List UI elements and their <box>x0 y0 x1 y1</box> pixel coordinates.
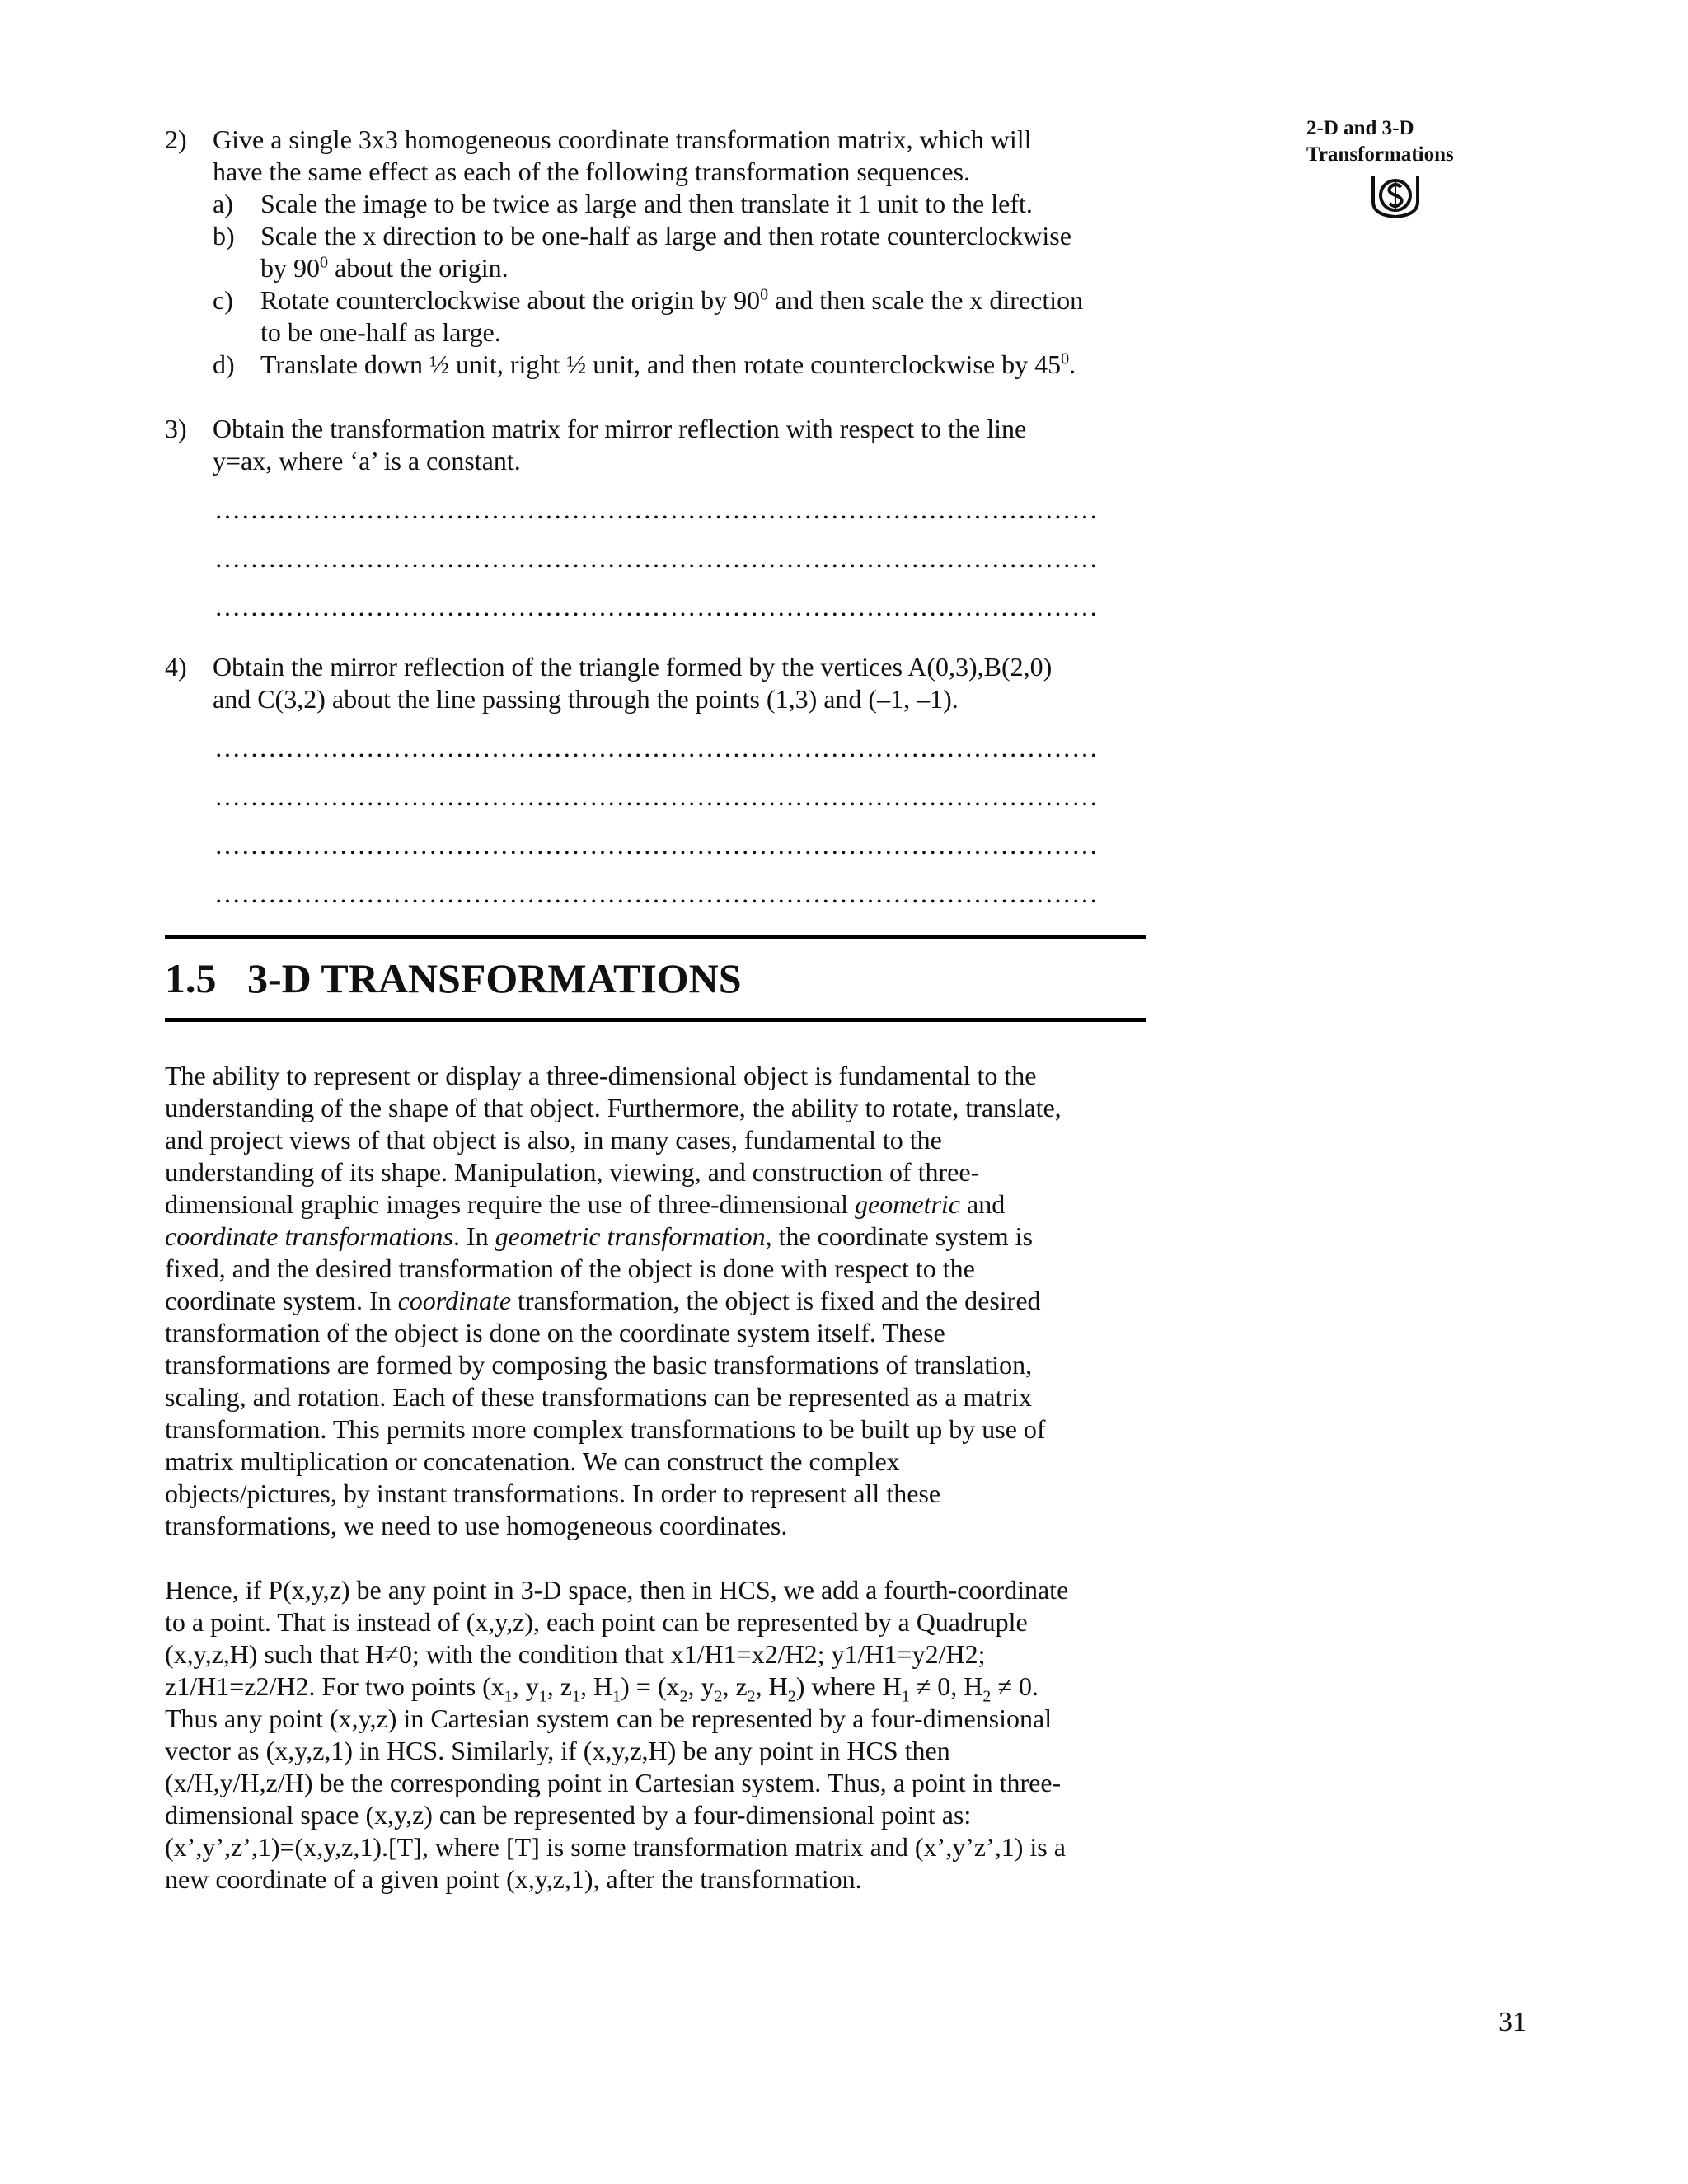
italic-text: coordinate transformations <box>165 1221 453 1251</box>
subscript: 2 <box>679 1687 688 1706</box>
text-run: and then scale the x direction <box>768 285 1084 315</box>
text-run: transformation, the object is fixed and the desired <box>511 1286 1041 1315</box>
text-line: understanding of its shape. Manipulation, viewing, and construction of three- <box>165 1157 980 1187</box>
subscript: 1 <box>901 1687 910 1706</box>
text-line: transformations are formed by composing the basic transformations of translation, <box>165 1350 1033 1380</box>
superscript: 0 <box>320 253 328 272</box>
page-number: 31 <box>1498 2007 1526 2037</box>
running-header <box>1306 115 1496 168</box>
text-run: , H <box>755 1671 788 1701</box>
text-line: vector as (x,y,z,1) in HCS. Similarly, if (x,y,z,H) be any point in HCS then <box>165 1736 950 1765</box>
sub-item-text: Scale the image to be twice as large and then translate it 1 unit to the left. <box>260 189 1033 218</box>
text-line: (x,y,z,H) such that H≠0; with the condition that x1/H1=x2/H2; y1/H1=y2/H2; <box>165 1639 986 1669</box>
text-run: , H <box>580 1671 613 1701</box>
text-line <box>165 1285 1146 1317</box>
text-run: Rotate counterclockwise about the origin by 90 <box>260 285 761 315</box>
answer-line: ……………………………………………………………………………………… <box>214 494 1099 524</box>
text-run: by 90 <box>260 253 320 283</box>
subscript: 2 <box>714 1687 723 1706</box>
sub-item-b <box>213 220 1154 284</box>
question-text-line: Obtain the mirror reflection of the triangle formed by the vertices A(0,3),B(2,0) <box>213 652 1053 682</box>
sub-item-a <box>213 188 1154 220</box>
answer-line: ……………………………………………………………………………………… <box>214 879 1099 908</box>
text-line: (x’,y’,z’,1)=(x,y,z,1).[T], where [T] is some transformation matrix and (x’,y’z’,1) is a <box>165 1832 1066 1862</box>
running-header-line2: Transformations <box>1306 143 1454 166</box>
answer-line: ……………………………………………………………………………………… <box>214 592 1099 621</box>
question-text-line: and C(3,2) about the line passing through the points (1,3) and (–1, –1). <box>213 684 959 714</box>
text-line: fixed, and the desired transformation of the object is done with respect to the <box>165 1254 975 1283</box>
text-run: . <box>1069 349 1076 379</box>
subscript: 1 <box>538 1687 547 1706</box>
text-line: objects/pictures, by instant transformations. In order to represent all these <box>165 1479 941 1508</box>
text-line: and project views of that object is also, in many cases, fundamental to the <box>165 1125 942 1155</box>
page-content <box>165 124 1154 1896</box>
sub-item-text <box>260 349 1154 381</box>
text-run: , z <box>722 1671 748 1701</box>
text-run: , z <box>546 1671 572 1701</box>
section-number: 1.5 <box>165 955 217 1001</box>
text-line: to a point. That is instead of (x,y,z), each point can be represented by a Quadruple <box>165 1607 1028 1637</box>
sub-item-label: a) <box>213 189 233 218</box>
question-number: 4) <box>165 652 187 682</box>
question-text-line: y=ax, where ‘a’ is a constant. <box>213 446 521 476</box>
subscript: 1 <box>504 1687 513 1706</box>
sub-item-label: d) <box>213 349 235 379</box>
subscript: 2 <box>747 1687 756 1706</box>
text-line: scaling, and rotation. Each of these transformations can be represented as a matrix <box>165 1382 1033 1412</box>
text-run: z1/H1=z2/H2. For two points (x <box>165 1671 504 1701</box>
text-line: understanding of the shape of that object. Furthermore, the ability to rotate, translate, <box>165 1093 1062 1122</box>
question-number: 3) <box>165 414 187 443</box>
text-line <box>165 1221 1146 1253</box>
answer-line: ……………………………………………………………………………………… <box>214 543 1099 573</box>
sub-item-text: Scale the x direction to be one-half as large and then rotate counterclockwise <box>260 221 1071 251</box>
text-line: new coordinate of a given point (x,y,z,1), after the transformation. <box>165 1864 862 1894</box>
question-number: 2) <box>165 124 187 154</box>
question-2 <box>165 124 1154 381</box>
paragraph-2 <box>165 1574 1146 1896</box>
text-line <box>165 1188 1146 1221</box>
text-line: matrix multiplication or concatenation. We can construct the complex <box>165 1446 900 1476</box>
text-run: coordinate system. In <box>165 1286 398 1315</box>
text-run: about the origin. <box>328 253 509 283</box>
sub-item-text <box>260 252 1154 284</box>
sub-item-text <box>260 284 1154 316</box>
text-line: (x/H,y/H,z/H) be the corresponding point in Cartesian system. Thus, a point in three- <box>165 1768 1062 1797</box>
italic-text: coordinate <box>397 1286 512 1315</box>
sub-item-c <box>213 284 1154 349</box>
section-title: 3-D TRANSFORMATIONS <box>247 955 742 1001</box>
text-line: transformations, we need to use homogeneous coordinates. <box>165 1511 788 1540</box>
question-text-line: have the same effect as each of the following transformation sequences. <box>213 157 971 186</box>
text-run: ≠ 0. <box>991 1671 1039 1701</box>
text-run: ) = (x <box>621 1671 680 1701</box>
text-line: Hence, if P(x,y,z) be any point in 3-D space, then in HCS, we add a fourth-coordinate <box>165 1575 1069 1605</box>
subscript: 1 <box>572 1687 580 1706</box>
text-run: ≠ 0, H <box>909 1671 983 1701</box>
italic-text: geometric <box>855 1189 961 1219</box>
ignou-logo-icon <box>1368 171 1423 220</box>
answer-line: ……………………………………………………………………………………… <box>214 781 1099 811</box>
subscript: 1 <box>612 1687 621 1706</box>
text-run: , the coordinate system is <box>765 1221 1033 1251</box>
question-text-line: Obtain the transformation matrix for mirror reflection with respect to the line <box>213 414 1027 443</box>
text-run: , y <box>512 1671 539 1701</box>
text-line: transformation. This permits more complex transformations to be built up by use of <box>165 1414 1046 1444</box>
text-line: The ability to represent or display a three-dimensional object is fundamental to the <box>165 1061 1037 1090</box>
subscript: 2 <box>982 1687 992 1706</box>
text-line: dimensional space (x,y,z) can be represented by a four-dimensional point as: <box>165 1800 972 1830</box>
text-run: ) where H <box>795 1671 902 1701</box>
sub-item-label: c) <box>213 285 233 315</box>
text-line: Thus any point (x,y,z) in Cartesian system can be represented by a four-dimensional <box>165 1704 1053 1733</box>
section-rule-top <box>165 935 1146 939</box>
question-text-line: Give a single 3x3 homogeneous coordinate transformation matrix, which will <box>213 124 1032 154</box>
answer-line: ……………………………………………………………………………………… <box>214 830 1099 860</box>
running-header-line1: 2-D and 3-D <box>1306 117 1414 139</box>
text-run: and <box>960 1189 1006 1219</box>
question-4 <box>165 651 1154 715</box>
section-heading <box>165 954 1154 1003</box>
text-line <box>165 1671 1146 1706</box>
text-line: transformation of the object is done on the coordinate system itself. These <box>165 1318 945 1347</box>
text-run: . In <box>452 1221 495 1251</box>
sub-item-d <box>213 349 1154 381</box>
paragraph-1 <box>165 1060 1146 1542</box>
answer-line: ……………………………………………………………………………………… <box>214 733 1099 762</box>
subscript: 2 <box>787 1687 796 1706</box>
text-run: Translate down ½ unit, right ½ unit, and then rotate counterclockwise by 45 <box>260 349 1062 379</box>
text-run: dimensional graphic images require the use of three-dimensional <box>165 1189 856 1219</box>
superscript: 0 <box>760 285 769 304</box>
question-3 <box>165 413 1154 477</box>
sub-item-label: b) <box>213 221 235 251</box>
text-run: , y <box>687 1671 715 1701</box>
italic-text: geometric transformation <box>495 1221 766 1251</box>
sub-item-text: to be one-half as large. <box>260 317 501 347</box>
superscript: 0 <box>1061 349 1070 368</box>
